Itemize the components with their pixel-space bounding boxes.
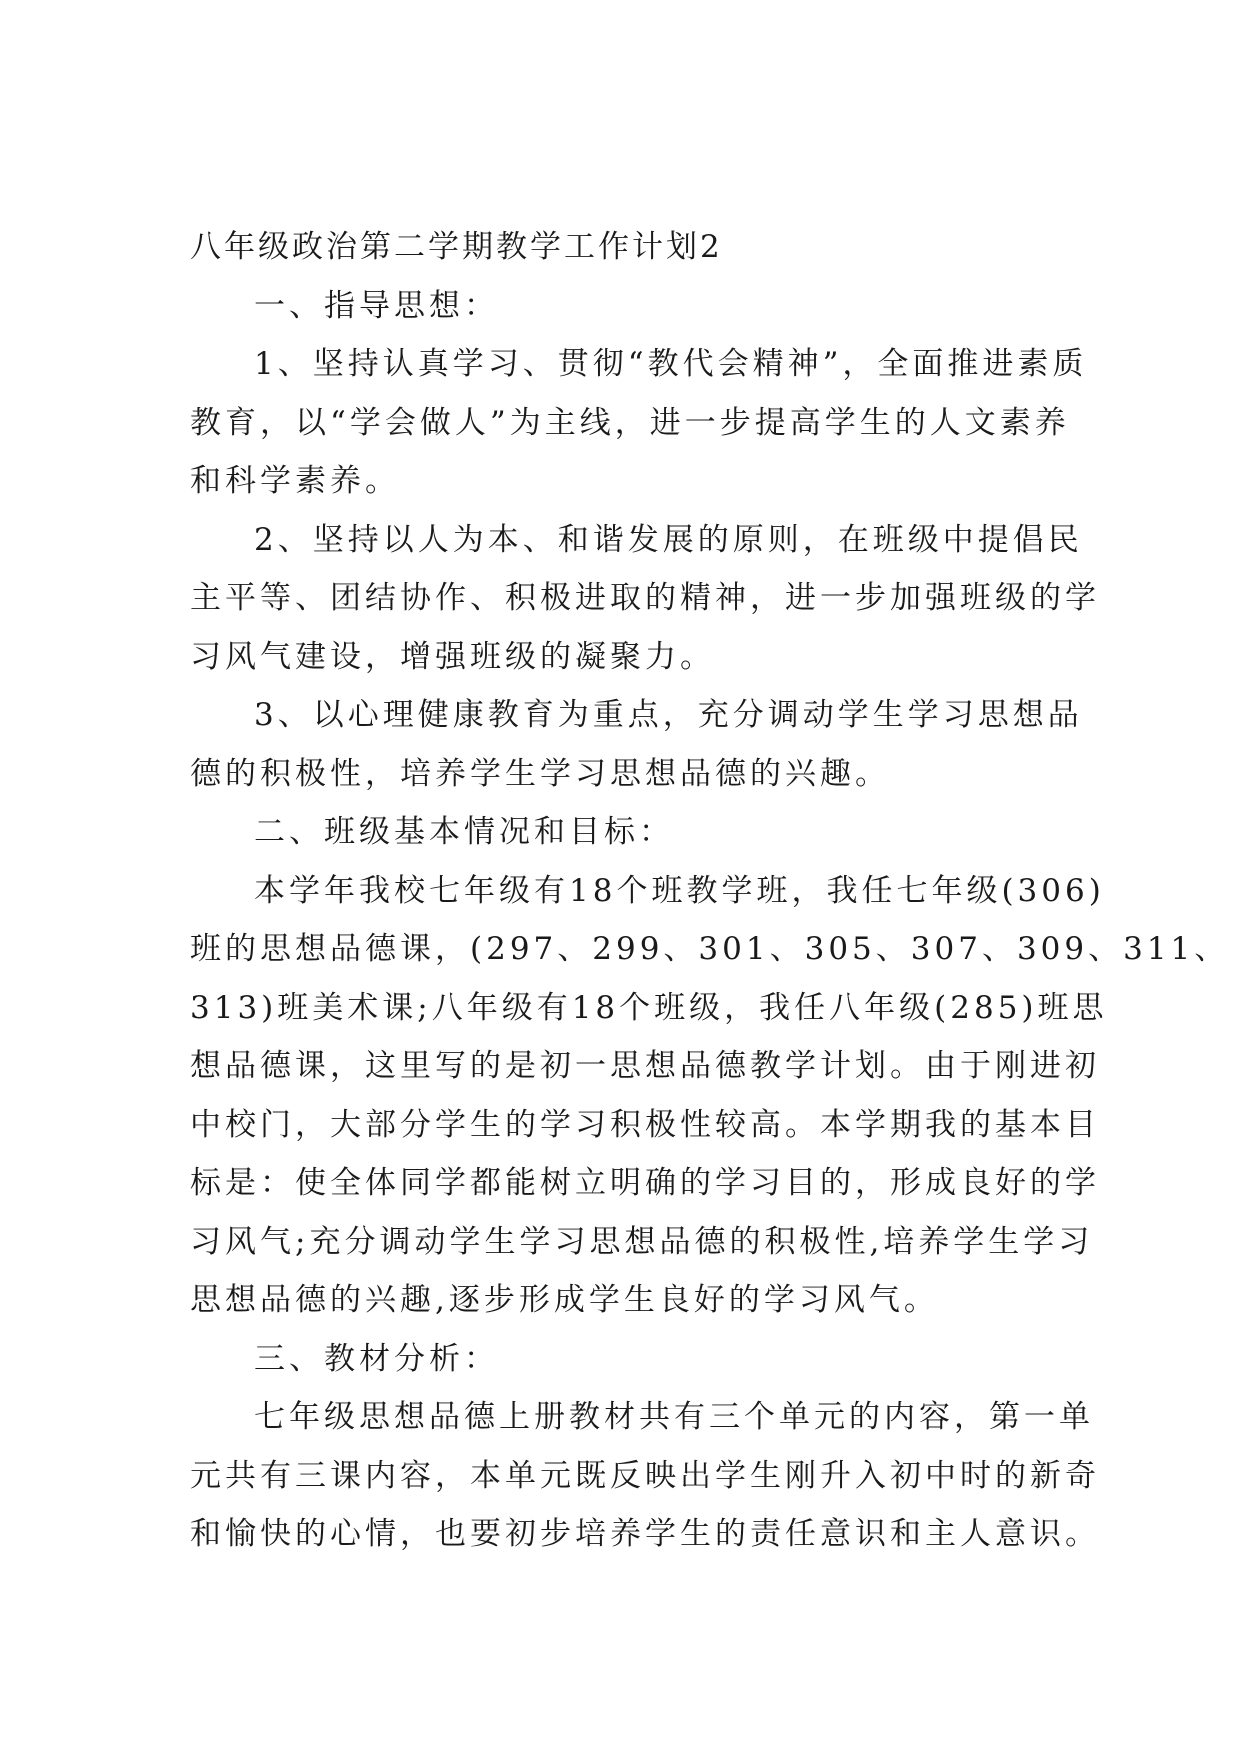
text-line: 七年级思想品德上册教材共有三个单元的内容，第一单	[254, 1399, 1094, 1435]
document-body	[190, 218, 1230, 1564]
paragraph-lines	[190, 277, 1230, 1564]
document-title: 八年级政治第二学期教学工作计划2	[190, 229, 723, 265]
text-line: 想品德课，这里写的是初一思想品德教学计划。由于刚进初	[190, 1048, 1100, 1084]
text-line: 主平等、团结协作、积极进取的精神，进一步加强班级的学	[190, 580, 1100, 616]
text-line: 思想品德的兴趣,逐步形成学生良好的学习风气。	[190, 1282, 939, 1318]
text-line: 德的积极性，培养学生学习思想品德的兴趣。	[190, 755, 890, 792]
text-line: 标是：使全体同学都能树立明确的学习目的，形成良好的学	[190, 1165, 1100, 1201]
text-line: 本学年我校七年级有18个班教学班，我任七年级(306)	[254, 872, 1105, 909]
text-line: 和科学素养。	[190, 463, 400, 499]
text-line: 2、坚持以人为本、和谐发展的原则，在班级中提倡民	[254, 521, 1083, 558]
text-line: 教育，以“学会做人”为主线，进一步提高学生的人文素养	[190, 404, 1070, 441]
text-line: 三、教材分析：	[254, 1340, 499, 1377]
text-line: 3、以心理健康教育为重点，充分调动学生学习思想品	[254, 697, 1083, 733]
text-line: 和愉快的心情，也要初步培养学生的责任意识和主人意识。	[190, 1516, 1100, 1552]
text-line: 1、坚持认真学习、贯彻“教代会精神”，全面推进素质	[254, 346, 1088, 382]
text-line: 习风气建设，增强班级的凝聚力。	[190, 638, 715, 675]
text-line: 中校门，大部分学生的学习积极性较高。本学期我的基本目	[190, 1106, 1100, 1143]
text-line: 一、指导思想：	[254, 287, 499, 324]
text-line: 元共有三课内容，本单元既反映出学生刚升入初中时的新奇	[190, 1457, 1100, 1494]
text-line: 习风气;充分调动学生学习思想品德的积极性,培养学生学习	[190, 1223, 1094, 1260]
text-line: 313)班美术课;八年级有18个班级，我任八年级(285)班思	[190, 989, 1108, 1026]
text-line: 班的思想品德课，(297、299、301、305、307、309、311、	[190, 931, 1230, 967]
text-line: 二、班级基本情况和目标：	[254, 814, 674, 850]
